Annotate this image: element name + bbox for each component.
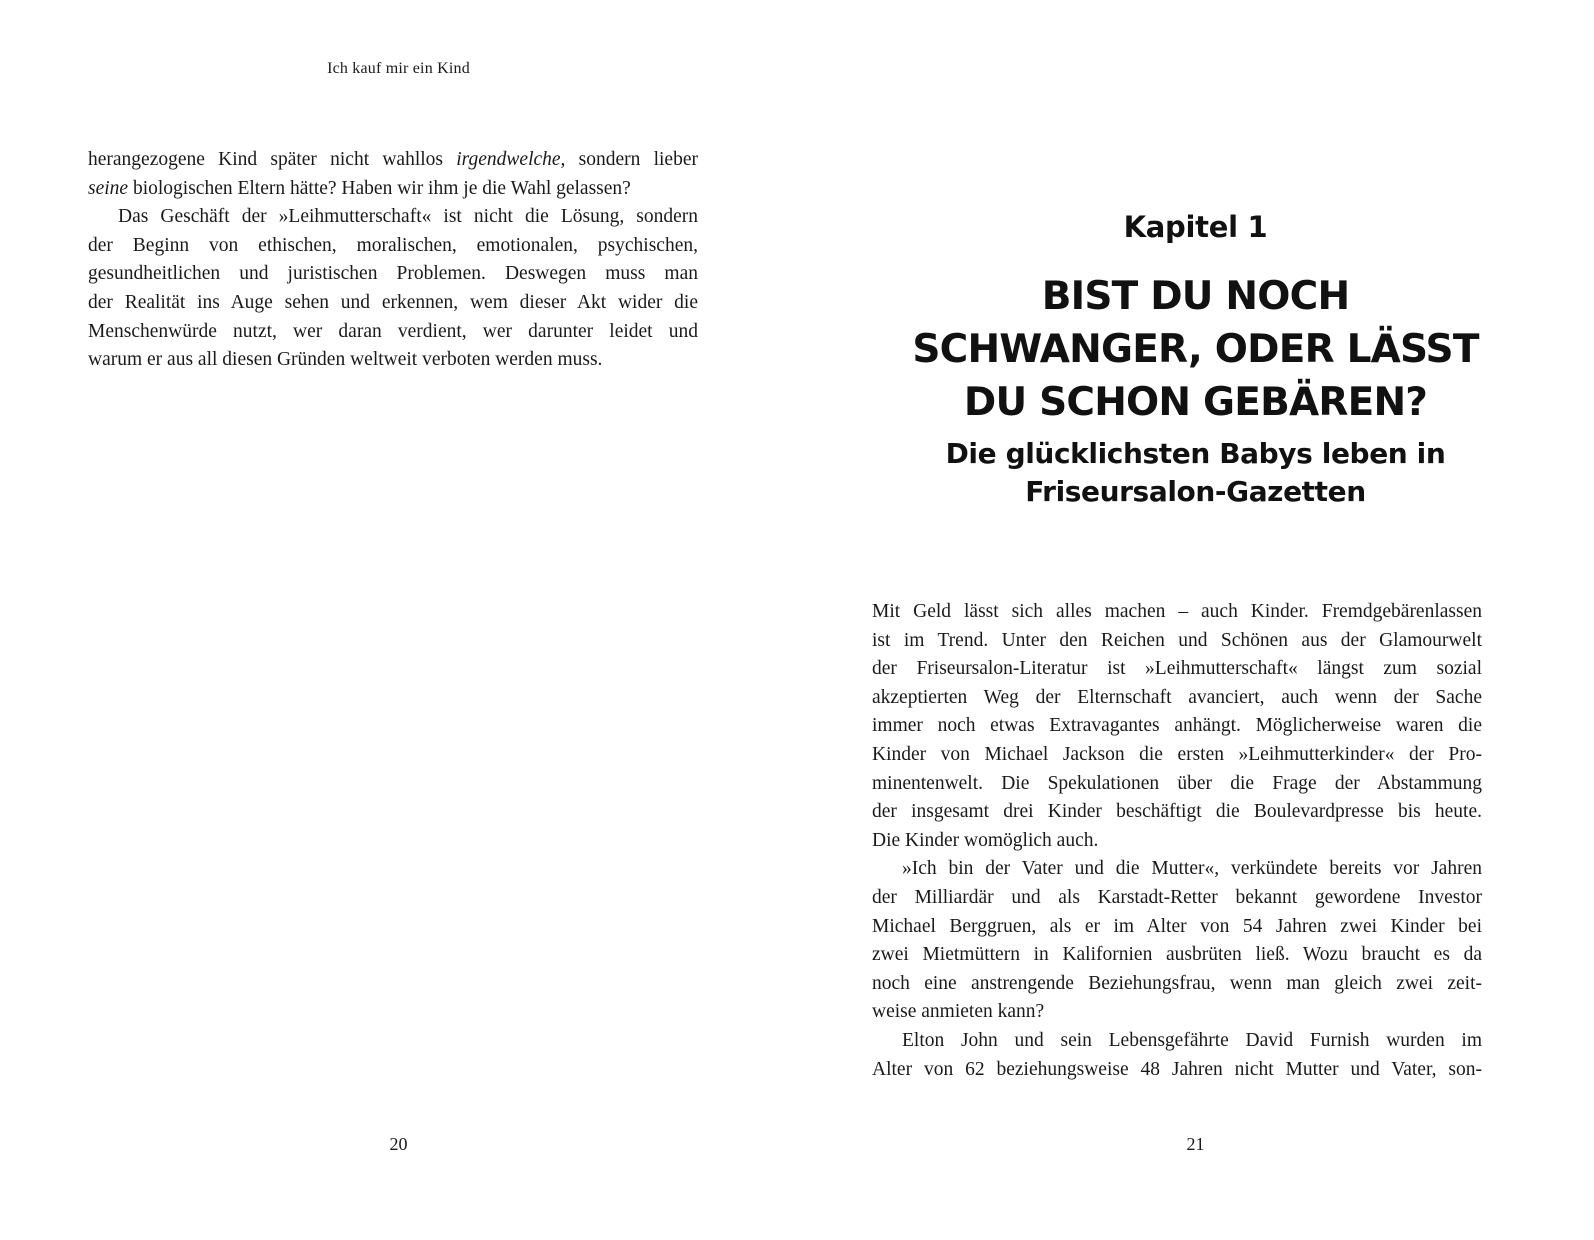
text-line (872, 1056, 1482, 1085)
text-run: der Beginn von ethischen, moralischen, emotionalen, psychischen, (88, 234, 698, 256)
chapter-subtitle-line: Friseursalon-Gazetten (1025, 475, 1366, 508)
paragraph (872, 598, 1482, 855)
chapter-title-line: BIST DU NOCH (1041, 274, 1350, 319)
text-run: herangezogene Kind später nicht wahllos (88, 149, 457, 170)
text-run: der insgesamt drei Kinder beschäftigt die Boulevardpresse bis heute. (872, 801, 1482, 823)
text-line (872, 1027, 1482, 1056)
paragraph (88, 203, 698, 375)
text-run: weise anmieten kann? (872, 1001, 1045, 1023)
text-run: Die Kinder womöglich auch. (872, 829, 1099, 851)
text-line (88, 346, 698, 375)
text-run: gesundheitlichen und juristischen Problemen. Deswegen muss man (88, 263, 698, 285)
chapter-label: Kapitel 1 (1123, 210, 1268, 244)
text-run: der Milliardär und als Karstadt-Retter bekannt gewordene Investor (872, 886, 1482, 908)
text-line (88, 175, 698, 204)
text-line (872, 970, 1482, 999)
text-line (88, 260, 698, 289)
text-run: der Friseursalon-Literatur ist »Leihmutterschaft« längst zum sozial (872, 658, 1482, 680)
text-line (88, 232, 698, 261)
text-run: der Realität ins Auge sehen und erkennen, wem dieser Akt wider die (88, 291, 698, 313)
text-run: Das Geschäft der »Leihmutterschaft« ist nicht die Lösung, sondern (118, 206, 698, 228)
text-line (88, 146, 698, 175)
left-body-text (88, 146, 698, 375)
italic-text: seine (88, 177, 129, 199)
running-head: Ich kauf mir ein Kind (327, 60, 470, 77)
text-run: Elton John und sein Lebensgefährte David Furnish wurden im (902, 1029, 1482, 1051)
text-line (88, 203, 698, 232)
paragraph (872, 855, 1482, 1027)
text-run: biologischen Eltern hätte? Haben wir ihm je die Wahl gelassen? (128, 177, 631, 199)
chapter-title (797, 270, 1594, 429)
page-number-right: 21 (1186, 1134, 1205, 1154)
paragraph (872, 1027, 1482, 1084)
text-line (872, 712, 1482, 741)
text-run: warum er aus all diesen Gründen weltweit verboten werden muss. (88, 349, 603, 371)
text-line (872, 627, 1482, 656)
text-line (872, 684, 1482, 713)
text-run: ist im Trend. Unter den Reichen und Schönen aus der Glamourwelt (872, 629, 1482, 651)
text-line (872, 941, 1482, 970)
italic-text: irgendwelche (456, 149, 561, 170)
right-page (797, 0, 1594, 1240)
text-line (872, 770, 1482, 799)
chapter-title-line: SCHWANGER, ODER LÄSST (912, 327, 1479, 372)
text-run: Mit Geld lässt sich alles machen – auch Kinder. Fremdgebärenlassen (872, 601, 1482, 622)
text-line (872, 998, 1482, 1027)
text-line (872, 913, 1482, 942)
text-run: akzeptierten Weg der Elternschaft avanciert, auch wenn der Sache (872, 686, 1482, 708)
text-line (872, 741, 1482, 770)
text-run: minentenwelt. Die Spekulationen über die Frage der Abstammung (872, 772, 1482, 794)
text-run: Kinder von Michael Jackson die ersten »Leihmutterkinder« der Pro- (872, 743, 1482, 765)
page-number-left: 20 (389, 1134, 408, 1154)
text-run: , sondern lieber (560, 149, 698, 170)
chapter-heading (797, 204, 1594, 511)
right-body-text (872, 598, 1482, 1084)
chapter-title-line: DU SCHON GEBÄREN? (963, 380, 1428, 425)
text-line (88, 289, 698, 318)
chapter-subtitle (797, 435, 1594, 511)
text-line (872, 827, 1482, 856)
text-line (872, 855, 1482, 884)
text-line (872, 798, 1482, 827)
text-run: immer noch etwas Extravagantes anhängt. Möglicherweise waren die (872, 715, 1482, 737)
text-run: Menschenwürde nutzt, wer daran verdient, wer darunter leidet und (88, 320, 698, 342)
text-run: noch eine anstrengende Beziehungsfrau, wenn man gleich zwei zeit- (872, 972, 1482, 994)
text-run: Michael Berggruen, als er im Alter von 54 Jahren zwei Kinder bei (872, 915, 1482, 937)
text-line (88, 318, 698, 347)
text-line (872, 598, 1482, 627)
text-run: Alter von 62 beziehungsweise 48 Jahren nicht Mutter und Vater, son- (872, 1058, 1482, 1080)
text-line (872, 884, 1482, 913)
chapter-subtitle-line: Die glücklichsten Babys leben in (945, 437, 1446, 470)
text-line (872, 655, 1482, 684)
paragraph (88, 146, 698, 203)
text-run: »Ich bin der Vater und die Mutter«, verkündete bereits vor Jahren (902, 858, 1482, 880)
text-run: zwei Mietmüttern in Kalifornien ausbrüten ließ. Wozu braucht es da (872, 944, 1482, 966)
